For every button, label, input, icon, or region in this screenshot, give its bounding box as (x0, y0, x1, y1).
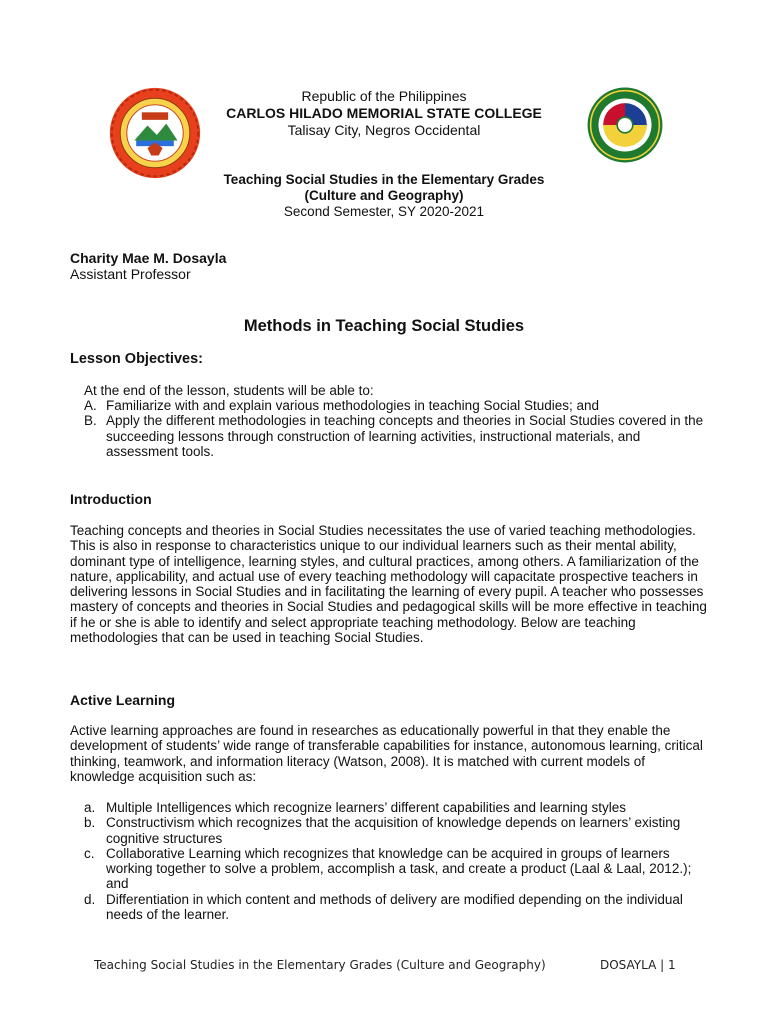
college-name: CARLOS HILADO MEMORIAL STATE COLLEGE (226, 105, 542, 121)
list-marker: d. (84, 891, 96, 907)
objectives-list (70, 398, 710, 459)
active-learning-paragraph: Active learning approaches are found in researches as educationally powerful in that they enable the development of students’ wide range of transferable capabilities for instance, autonomous learning, critical thinking, teamwork, and information literacy (Watson, 2008). It is matched with current models of knowledge acquisition such as: (70, 723, 703, 784)
introduction-heading: Introduction (70, 491, 152, 507)
college-location: Talisay City, Negros Occidental (287, 122, 481, 138)
list-item-text: Collaborative Learning which recognizes that knowledge can be acquired in groups of learners working together to solve a problem, accomplish a task, and create a product (Laal & Laal, 2012.); and (106, 845, 692, 892)
list-marker: B. (84, 413, 97, 429)
footer-page-number: DOSAYLA | 1 (600, 958, 676, 972)
list-item (70, 800, 710, 815)
list-item-text: Constructivism which recognizes that the acquisition of knowledge depends on learners’ existing cognitive structures (106, 815, 681, 846)
list-item (70, 815, 710, 846)
list-item (70, 398, 710, 413)
active-learning-heading: Active Learning (70, 692, 176, 708)
list-item-text: Multiple Intelligences which recognize learners’ different capabilities and learning styles (106, 800, 627, 815)
list-item (70, 846, 710, 892)
list-marker: b. (84, 815, 96, 831)
introduction-paragraph: Teaching concepts and theories in Social Studies necessitates the use of varied teaching methodologies. This is also in response to characteristics unique to our individual learners such as their mental ability, dominant type of intelligence, learning styles, and cultural practices, among others. A familiarization of the nature, applicability, and actual use of every teaching methodology will capacitate prospective teachers in delivering lessons in Social Studies and in facilitating the learning of every pupil. A teacher who possesses mastery of concepts and theories in Social Studies and pedagogical skills will be more effective in teaching if he or she is able to identify and select appropriate teaching methodology. Below are teaching methodologies that can be used in teaching Social Studies. (70, 523, 707, 646)
objectives-lead: At the end of the lesson, students will be able to: (84, 383, 374, 398)
semester-line: Second Semester, SY 2020-2021 (283, 204, 485, 219)
footer-course-title: Teaching Social Studies in the Elementary Grades (Culture and Geography) (94, 958, 546, 972)
list-marker: A. (84, 398, 97, 413)
list-marker: a. (84, 800, 96, 815)
list-item-text: Apply the different methodologies in teaching concepts and theories in Social Studies covered in the succeeding lessons through construction of learning activities, instructional materials, and assessment tools. (106, 413, 704, 459)
author-block (70, 250, 226, 282)
active-learning-list (70, 800, 710, 922)
page-title: Methods in Teaching Social Studies (243, 317, 525, 335)
list-item (70, 892, 710, 923)
institution-header (0, 88, 768, 139)
list-item (70, 413, 710, 459)
course-title: Teaching Social Studies in the Elementary Grades (223, 172, 545, 187)
author-position: Assistant Professor (70, 266, 191, 282)
objectives-heading: Lesson Objectives: (70, 351, 203, 367)
author-name: Charity Mae M. Dosayla (70, 250, 227, 266)
list-item-text: Familiarize with and explain various methodologies in teaching Social Studies; and (106, 398, 600, 413)
course-info (0, 172, 768, 220)
republic-line: Republic of the Philippines (301, 88, 467, 104)
list-item-text: Differentiation in which content and methods of delivery are modified depending on the individual needs of the learner. (106, 891, 683, 923)
course-subtitle: (Culture and Geography) (304, 188, 464, 203)
list-marker: c. (84, 845, 95, 861)
